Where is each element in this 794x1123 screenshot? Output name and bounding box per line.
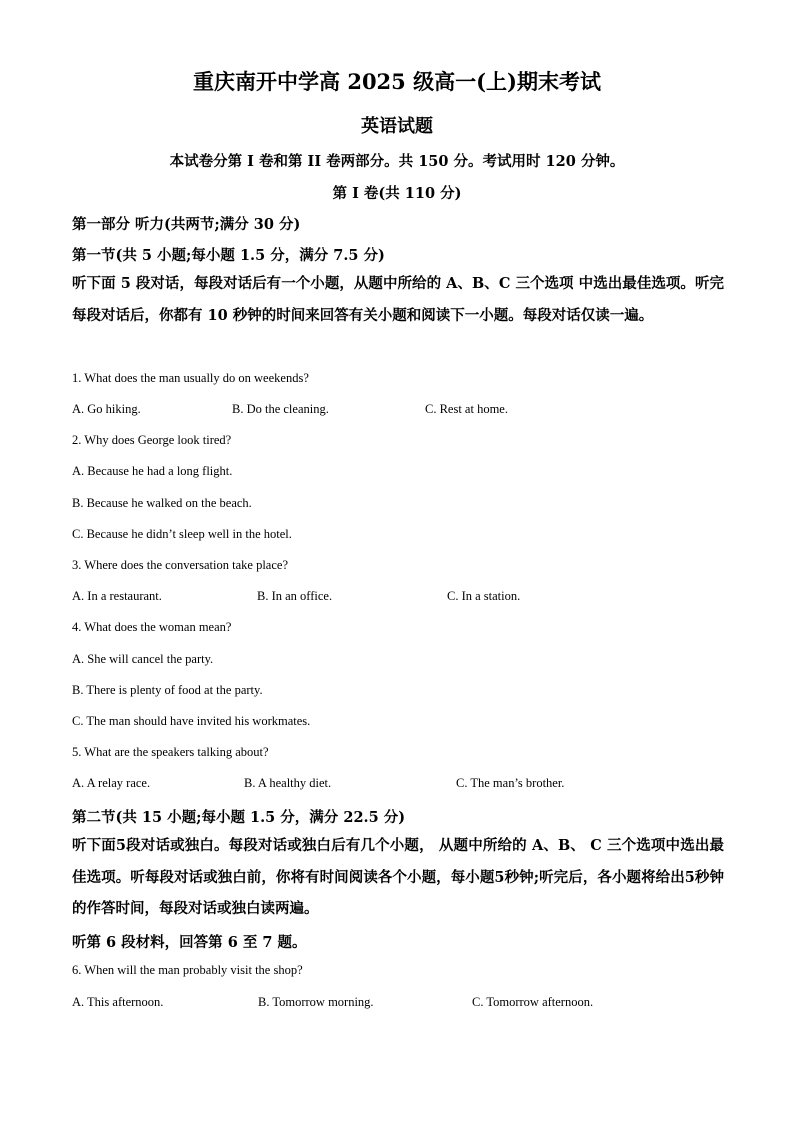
exam-subject: 英语试题	[361, 116, 433, 137]
option-c: C. The man’s brother.	[456, 776, 565, 790]
question-stem: 1. What does the man usually do on weekends?	[72, 371, 309, 385]
question-stem: 4. What does the woman mean?	[72, 620, 232, 634]
exam-info: 本试卷分第 I 卷和第 II 卷两部分。共 150 分。考试用时 120 分钟。	[169, 153, 625, 170]
option-a: A. Go hiking.	[72, 402, 141, 416]
option-c: C. Tomorrow afternoon.	[472, 995, 594, 1009]
question-stem: 5. What are the speakers talking about?	[72, 745, 269, 759]
option-b: B. A healthy diet.	[244, 776, 332, 790]
option-a: A. Because he had a long flight.	[72, 464, 233, 478]
option-b: B. There is plenty of food at the party.	[72, 683, 263, 697]
option-c: C. In a station.	[447, 589, 521, 603]
part1-heading: 第一部分 听力(共两节;满分 30 分)	[72, 216, 301, 233]
option-c: C. The man should have invited his workmates.	[72, 714, 311, 728]
option-b: B. Do the cleaning.	[232, 402, 329, 416]
section2-instructions: 听下面5段对话或独白。每段对话或独白后有几个小题， 从题中所给的 A、B、 C 三个选项中选出最佳选项。听每段对话或独白前，你将有时间阅读各个小题，每小题5秒钟;听完后，各小题将给出5秒钟的作答时间，每段对话或独白读两遍。	[72, 837, 724, 917]
option-c: C. Because he didn’t sleep well in the hotel.	[72, 527, 292, 541]
question-stem: 2. Why does George look tired?	[72, 433, 232, 447]
section2-heading: 第二节(共 15 小题;每小题 1.5 分，满分 22.5 分)	[72, 809, 406, 826]
section1-instructions: 听下面 5 段对话，每段对话后有一个小题，从题中所给的 A、B、C 三个选项 中选出最佳选项。听完每段对话后，你都有 10 秒钟的时间来回答有关小题和阅读下一小题。每段对话仅读一遍。	[72, 275, 724, 324]
option-a: A. She will cancel the party.	[72, 652, 214, 666]
material-intro: 听第 6 段材料，回答第 6 至 7 题。	[72, 934, 307, 951]
volume-heading: 第 I 卷(共 110 分)	[332, 185, 462, 202]
option-a: A. In a restaurant.	[72, 589, 162, 603]
option-c: C. Rest at home.	[425, 402, 508, 416]
section1-heading: 第一节(共 5 小题;每小题 1.5 分，满分 7.5 分)	[72, 247, 385, 264]
question-stem: 6. When will the man probably visit the shop?	[72, 963, 303, 977]
option-b: B. In an office.	[257, 589, 333, 603]
question-stem: 3. Where does the conversation take place?	[72, 558, 288, 572]
option-a: A. This afternoon.	[72, 995, 164, 1009]
option-b: B. Because he walked on the beach.	[72, 496, 252, 510]
option-a: A. A relay race.	[72, 776, 151, 790]
exam-title: 重庆南开中学高 2025 级高一(上)期末考试	[193, 69, 601, 94]
option-b: B. Tomorrow morning.	[258, 995, 374, 1009]
